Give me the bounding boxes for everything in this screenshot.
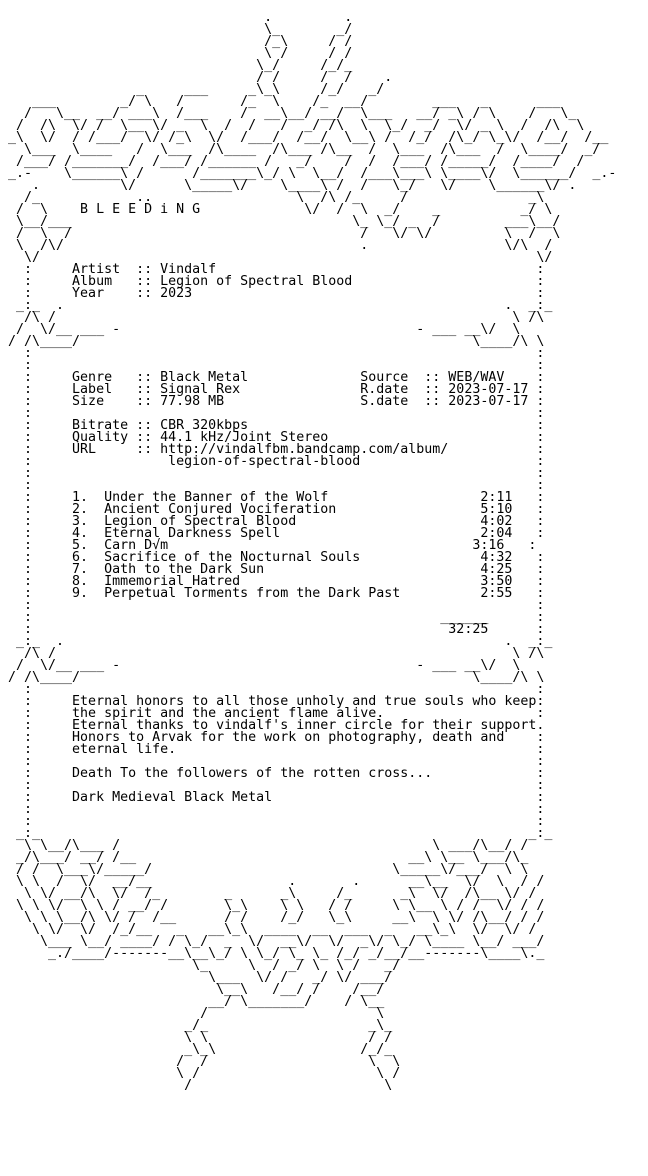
nfo-line: / \__ __/ ___\ /___ / __\__/ __/ \___ __/ _\ / \ / \_ — [0, 106, 577, 121]
nfo-line: / / \___\/_____/ \_____\/___/ \ \ — [0, 862, 529, 877]
nfo-line: : 9. Perpetual Torments from the Dark Past 2:55 : — [0, 586, 545, 601]
nfo-line: /\ / \ /\ — [0, 310, 545, 325]
nfo-line: : Honors to Arvak for the work on photography, death and : — [0, 730, 545, 745]
nfo-line: : Year :: 2023 : — [0, 286, 545, 301]
nfo-line: : Death To the followers of the rotten cross... : — [0, 766, 545, 781]
nfo-line: \__/___ \_ \_/ _ / ___\__/ — [0, 214, 561, 229]
nfo-line: _\_\ /_/_ — [0, 1042, 393, 1057]
nfo-line: : Album :: Legion of Spectral Blood : — [0, 274, 545, 289]
nfo-line: : : — [0, 778, 545, 793]
nfo-line: / \ — [0, 1078, 393, 1093]
nfo-line: \___ \____ / \___ /\____ /\___ /\__ / \___ /\___ / \____/ _/ — [0, 142, 601, 157]
nfo-line: /_\ / / — [0, 34, 353, 49]
nfo-line: \_/ /_/_ — [0, 58, 353, 73]
nfo-line: _:_ . . _:_ — [0, 298, 553, 313]
nfo-line: /\ / \ /\ — [0, 646, 545, 661]
nfo-line: : 5. Carn D√m 3:16 : — [0, 538, 537, 553]
nfo-line: : : — [0, 814, 545, 829]
nfo-line: _./____/-------__\__\_/ \ \_/ \_ \_ /_/ _/__/__-------\____\._ — [0, 946, 545, 961]
nfo-line: . \/ \_____\/ \____\ / / \_/ \/ \______\/ . — [0, 178, 577, 193]
nfo-line: / / / / . — [0, 70, 393, 85]
nfo-line: \/ \/ — [0, 250, 553, 265]
nfo-line: : URL :: http://vindalfbm.bandcamp.com/album/ : — [0, 442, 545, 457]
nfo-line: / \ / / \/ \/ \ / \ — [0, 226, 561, 241]
nfo-line: : Genre :: Black Metal Source :: WEB/WAV : — [0, 370, 545, 385]
nfo-line: / \ B L E E D i N G \/ / \ _/ _ _/ \ — [0, 202, 553, 217]
nfo-line: : 4. Eternal Darkness Spell 2:04 : — [0, 526, 545, 541]
nfo-line: : : — [0, 466, 545, 481]
nfo-line: _\ \/ / /___/ \/ /_\ \/ /___/ /__/ \__\ / /_/ /\_/ \_\/ /__/ /__ — [0, 130, 609, 145]
nfo-line: : 8. Immemorial Hatred 3:50 : — [0, 574, 545, 589]
nfo-line: / / \ \ — [0, 1054, 401, 1069]
nfo-line: \___ \/ / _/ \/ ___/ — [0, 970, 393, 985]
nfo-line: : ______ : — [0, 610, 545, 625]
nfo-line: : 2. Ancient Conjured Vociferation 5:10 : — [0, 502, 545, 517]
nfo-line: : : — [0, 358, 545, 373]
nfo-line: / /\____/ \____/\ \ — [0, 670, 545, 685]
nfo-line: : 3. Legion of Spectral Blood 4:02 : — [0, 514, 545, 529]
nfo-line: : legion-of-spectral-blood : — [0, 454, 545, 469]
nfo-line: _.- \______\ / /_______\_/ \ \__/ /___\___\ \____\/ \______/ _.- — [0, 166, 617, 181]
nfo-line: / /\____/ \____/\ \ — [0, 334, 545, 349]
nfo-line: : : — [0, 802, 545, 817]
nfo-line: : Label :: Signal Rex R.date :: 2023-07-17 : — [0, 382, 545, 397]
nfo-line: / \/__ ___ - - ___ __\/ \ — [0, 322, 521, 337]
nfo-line: : Artist :: Vindalf : — [0, 262, 545, 277]
nfo-line: : 7. Oath to the Dark Sun 4:25 : — [0, 562, 545, 577]
nfo-line: . . — [0, 10, 353, 25]
nfo-line: \ \/ \/ /_/__ _ __\_\ ____ __ ___ _ __\_\ \/ \/ / — [0, 922, 537, 937]
nfo-line: \ \ \/ \ \ / __/ / \_\ \ \ / / \ \__ \ / / \/ / / — [0, 898, 545, 913]
nfo-line: : eternal life. : — [0, 742, 545, 757]
nfo-line: _ ___ _\_\ /_/ _/ — [0, 82, 385, 97]
nfo-line: \ \__/\___ / \ ___/\__/ / — [0, 838, 529, 853]
nfo-document — [0, 12, 616, 1092]
nfo-line: \_ _/ — [0, 22, 353, 37]
nfo-line: \__\ /__/ / /__/ — [0, 982, 385, 997]
nfo-line: _/\___/ __/ /__ __\ \__ \___/\_ — [0, 850, 529, 865]
nfo-line: _/_ _\_ — [0, 1018, 393, 1033]
nfo-line: : : — [0, 346, 545, 361]
nfo-line: : : — [0, 598, 545, 613]
nfo-line: \ \ / \/ __/__ . . __\__ \/ \ / / — [0, 874, 545, 889]
nfo-line: __/ \_______/ / \__ — [0, 994, 385, 1009]
nfo-line: / /\ \/ / \__ \/ _ \ / / / _/ /\ \ \_/ _/ \/ _ \ / /\ \ — [0, 118, 585, 133]
nfo-line: : 1. Under the Banner of the Wolf 2:11 : — [0, 490, 545, 505]
nfo-line: : Eternal thanks to vindalf's inner circle for their support. — [0, 718, 545, 733]
nfo-line: : : — [0, 406, 545, 421]
nfo-line: \ / \ / — [0, 1066, 401, 1081]
nfo-line: _:_ _:_ — [0, 826, 553, 841]
nfo-line: : the spirit and the ancient flame alive. : — [0, 706, 545, 721]
nfo-line: \___ \__/ ____/ / \_/ _ \/ __\/ \/ _\/ \_/ \____ \__/ ___/ — [0, 934, 545, 949]
nfo-line: / \/__ ___ - - ___ __\/ \ — [0, 658, 521, 673]
nfo-line: : 32:25 : — [0, 622, 545, 637]
nfo-line: / \ — [0, 1006, 385, 1021]
nfo-line: \ / / / — [0, 46, 353, 61]
nfo-line: \ \ \__/\ \/ / /__ / / /_/ \_\ __\ \ \/ /\__/ / / — [0, 910, 545, 925]
nfo-line: : 6. Sacrifice of the Nocturnal Souls 4:32 : — [0, 550, 545, 565]
nfo-line: : Dark Medieval Black Metal : — [0, 790, 545, 805]
nfo-line: /_ .. \ /\ /_ / _\ — [0, 190, 545, 205]
nfo-line: : Eternal honors to all those unholy and true souls who keep: — [0, 694, 545, 709]
nfo-line: ___ _/ \ / /_ \ /_ __/ ___ _ ___ — [0, 94, 561, 109]
nfo-line: : Size :: 77.98 MB S.date :: 2023-07-17 : — [0, 394, 545, 409]
nfo-line: : Quality :: 44.1 kHz/Joint Stereo : — [0, 430, 545, 445]
nfo-line: : : — [0, 754, 545, 769]
nfo-line: \ \ / / — [0, 1030, 393, 1045]
nfo-line: : : — [0, 682, 545, 697]
nfo-line: : : — [0, 478, 545, 493]
nfo-line: /___/ /_______/ /___/ /______ / _/ / / /___/ /_____/ /____/ / — [0, 154, 585, 169]
nfo-line: : Bitrate :: CBR 320kbps : — [0, 418, 545, 433]
nfo-line: _:_ . . _:_ — [0, 634, 553, 649]
nfo-line: \ \/ __/\ \/ /_ _ _\ /_ _\ \/ /\__ \/ / — [0, 886, 537, 901]
nfo-line: \ /\/ . \/\ / — [0, 238, 553, 253]
nfo-line: \_ \ / _/ \ \ / _/ — [0, 958, 401, 973]
